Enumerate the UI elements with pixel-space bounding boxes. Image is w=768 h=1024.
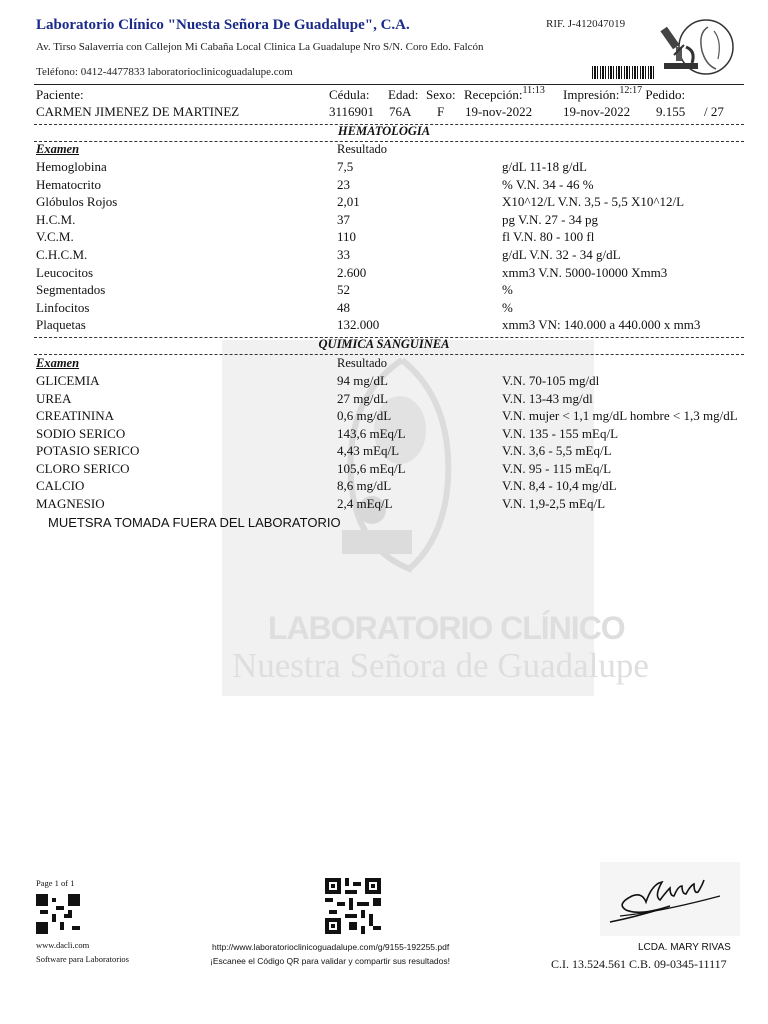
exam-name: Plaquetas (36, 317, 86, 333)
exam-name: Hematocrito (36, 176, 101, 192)
signer-ids: C.I. 13.524.561 C.B. 09-0345-11117 (551, 957, 727, 971)
recepcion-date: 19-nov-2022 (465, 104, 533, 119)
sample-note: MUETSRA TOMADA FUERA DEL LABORATORIO (48, 515, 341, 530)
software-label: Software para Laboratorios (36, 954, 129, 964)
exam-name: V.C.M. (36, 229, 74, 245)
exam-reference: V.N. mujer < 1,1 mg/dL hombre < 1,3 mg/dL (502, 408, 738, 423)
exam-result: 0,6 mg/dL (337, 408, 392, 423)
pdf-url[interactable]: http://www.laboratorioclinicoguadalupe.com/g/9155-192255.pdf (212, 942, 450, 952)
software-url[interactable]: www.dacli.com (36, 940, 90, 950)
patient-name: CARMEN JIMENEZ DE MARTINEZ (36, 104, 240, 119)
exam-reference: xmm3 VN: 140.000 a 440.000 x mm3 (502, 317, 701, 333)
exam-result: 94 mg/dL (337, 373, 388, 388)
exam-result: 132.000 (337, 317, 380, 333)
exam-reference: X10^12/L V.N. 3,5 - 5,5 X10^12/L (502, 194, 685, 210)
signer-name: LCDA. MARY RIVAS (638, 942, 731, 953)
exam-result: 105,6 mEq/L (337, 460, 406, 476)
exam-reference: V.N. 8,4 - 10,4 mg/dL (502, 478, 617, 493)
exam-name: Leucocitos (36, 264, 94, 280)
exam-result: 27 mg/dL (337, 390, 388, 406)
exam-result: 2,4 mEq/L (337, 495, 393, 511)
qr-code-icon[interactable] (325, 878, 381, 934)
exam-name: POTASIO SERICO (36, 443, 140, 458)
exam-name: H.C.M. (36, 211, 76, 227)
exam-name: CALCIO (36, 478, 85, 493)
patient-edad: 76A (389, 104, 412, 119)
exam-result: 7,5 (337, 159, 354, 174)
quimica-exam-header: Examen (36, 356, 80, 370)
cedula-label: Cédula: (329, 87, 370, 102)
exam-result: 33 (337, 247, 350, 262)
lab-phone-web: Teléfono: 0412-4477833 laboratorioclinicoguadalupe.com (36, 66, 293, 78)
recepcion-time: 11:13 (522, 85, 545, 96)
exam-reference: V.N. 135 - 155 mEq/L (502, 425, 619, 441)
watermark-line-2: Nuestra Señora de Guadalupe (232, 646, 649, 685)
exam-name: MAGNESIO (36, 495, 105, 511)
recepcion-label: Recepción:$^{11:13}$ (464, 85, 545, 102)
exam-result: 48 (337, 299, 350, 315)
exam-name: SODIO SERICO (36, 425, 126, 441)
exam-result: 4,43 mEq/L (337, 443, 400, 458)
exam-result: 2,01 (337, 194, 360, 210)
page-number: Page 1 of 1 (36, 878, 75, 888)
hematologia-exam-header: Examen (36, 142, 80, 156)
exam-name: Hemoglobina (36, 159, 107, 174)
watermark-line-1: LABORATORIO CLÍNICO (268, 610, 625, 646)
exam-reference: V.N. 13-43 mg/dl (502, 390, 593, 406)
barcode (592, 66, 654, 79)
patient-sexo: F (437, 104, 445, 119)
exam-result: 37 (337, 211, 350, 227)
exam-reference: pg V.N. 27 - 34 pg (502, 211, 598, 227)
exam-name: UREA (36, 390, 72, 406)
patient-label: Paciente: (36, 87, 84, 102)
exam-name: CREATININA (36, 408, 114, 423)
exam-name: Linfocitos (36, 299, 90, 315)
exam-name: C.H.C.M. (36, 247, 88, 262)
patient-cedula: 3116901 (329, 104, 375, 119)
exam-reference: g/dL V.N. 32 - 34 g/dL (502, 247, 621, 262)
exam-result: 8,6 mg/dL (337, 478, 392, 493)
edad-label: Edad: (388, 87, 419, 102)
exam-reference: V.N. 3,6 - 5,5 mEq/L (502, 443, 612, 458)
exam-result: 23 (337, 176, 350, 192)
section-rule (34, 354, 744, 355)
exam-result: 143,6 mEq/L (337, 425, 406, 441)
impresion-label: Impresión:$^{12:17}$ Pedido: (563, 85, 686, 102)
exam-result: 2.600 (337, 264, 367, 280)
pedido-number: 9.155 (656, 104, 686, 119)
exam-name: CLORO SERICO (36, 460, 130, 476)
exam-reference: xmm3 V.N. 5000-10000 Xmm3 (502, 264, 668, 280)
exam-reference: % (502, 282, 513, 298)
exam-reference: % V.N. 34 - 46 % (502, 176, 594, 192)
hematologia-title: HEMATOLOGIA (337, 124, 431, 138)
impresion-time: 12:17 (619, 85, 643, 96)
exam-reference: V.N. 1,9-2,5 mEq/L (502, 495, 606, 511)
hematologia-result-header: Resultado (337, 142, 387, 156)
pedido-sequence: / 27 (704, 104, 724, 119)
exam-name: Glóbulos Rojos (36, 194, 118, 210)
exam-name: GLICEMIA (36, 373, 100, 388)
section-rule (34, 141, 744, 142)
exam-result: 52 (337, 282, 350, 298)
signature-icon (600, 862, 740, 936)
qr-message: ¡Escanee el Código QR para validar y compartir sus resultados! (210, 956, 450, 966)
lab-name: Laboratorio Clínico "Nuesta Señora De Guadalupe", C.A. (36, 17, 410, 33)
exam-reference: % (502, 299, 513, 315)
exam-result: 110 (337, 229, 357, 245)
exam-reference: V.N. 70-105 mg/dl (502, 373, 600, 388)
exam-reference: fl V.N. 80 - 100 fl (502, 229, 595, 245)
impresion-date: 19-nov-2022 (563, 104, 631, 119)
exam-reference: g/dL 11-18 g/dL (502, 159, 587, 174)
microscope-logo-icon (656, 17, 736, 81)
exam-name: Segmentados (36, 282, 106, 298)
quimica-title: QUIMICA SANGUINEA (318, 337, 450, 351)
sexo-label: Sexo: (426, 87, 456, 102)
exam-reference: V.N. 95 - 115 mEq/L (502, 460, 612, 476)
qr-code-small-icon (36, 894, 80, 934)
rif-number: RIF. J-412047019 (546, 18, 626, 30)
lab-address: Av. Tirso Salaverria con Callejon Mi Cabaña Local Clinica La Guadalupe Nro S/N. Coro Edo. Falcón (36, 41, 484, 53)
quimica-result-header: Resultado (337, 356, 387, 370)
